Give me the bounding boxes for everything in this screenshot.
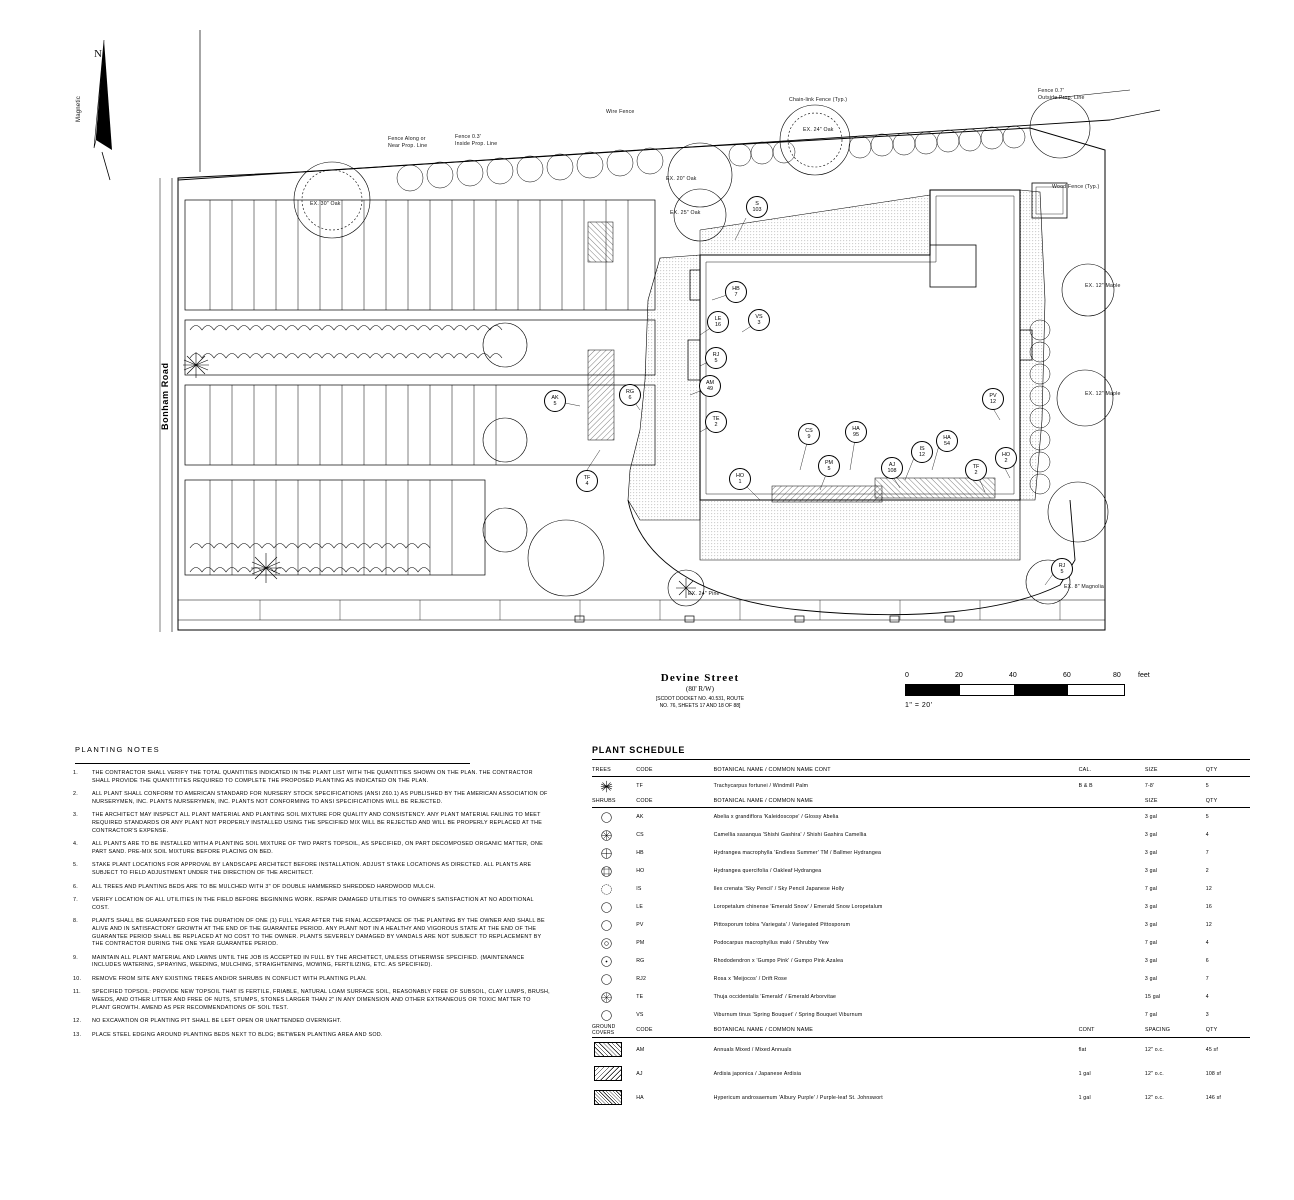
callout-qty: 2: [714, 422, 718, 429]
row-qty: 6: [1205, 958, 1209, 964]
schedule-row-hb: [592, 844, 1250, 862]
row-size: 7 gal: [1144, 886, 1158, 892]
row-code: HO: [636, 868, 645, 874]
schedule-group-header-shrubs: [592, 795, 1250, 808]
scale-tick-0: 0: [905, 672, 909, 679]
row-size: 7 gal: [1144, 1012, 1158, 1018]
row-qty: 108 sf: [1205, 1070, 1222, 1077]
plant-schedule-table: [592, 764, 1250, 1110]
row-name: Thuja occidentalis 'Emerald' / Emerald Arborvitae: [713, 994, 837, 1000]
street-docket: [SCDOT DOCKET NO. 40.531, ROUTE NO. 76, SHEETS 17 AND 18 OF 88]: [655, 696, 745, 709]
callout-pm-5[interactable]: [818, 455, 840, 477]
callout-code: AM: [705, 380, 715, 386]
note-number: 11.: [73, 989, 81, 996]
callout-code: VS: [755, 314, 763, 320]
row-qty: 45 sf: [1205, 1046, 1218, 1053]
schedule-group-header-trees: [592, 764, 1250, 777]
row-qty: 5: [1205, 783, 1209, 789]
callout-code: TF: [972, 464, 980, 470]
schedule-row-tf: [592, 777, 1250, 796]
planting-notes-block: [70, 745, 550, 1045]
row-name: Podocarpus macrophyllus maki / Shrubby Yew: [713, 940, 829, 946]
row-name: Hypericum androsaemum 'Albury Purple' / Purple-leaf St. Johnswort: [713, 1094, 883, 1101]
group-label-ground-covers: GROUND COVERS: [592, 1024, 636, 1038]
callout-hb-7[interactable]: [725, 281, 747, 303]
symbol-palm-icon: [592, 777, 636, 796]
callout-pv-12[interactable]: [982, 388, 1004, 410]
header-size: SIZE: [1145, 795, 1206, 808]
row-cal: [1079, 952, 1145, 970]
note-text: ALL TREES AND PLANTING BEDS ARE TO BE MULCHED WITH 3" OF DOUBLE HAMMERED SHREDDED HARDWOOD MULCH.: [92, 883, 436, 890]
symbol-cell: [592, 952, 636, 970]
scale-equation: 1" = 20': [905, 702, 933, 709]
callout-ho-2[interactable]: [995, 447, 1017, 469]
row-code: CS: [636, 832, 644, 838]
row-name: Rhododendron x 'Gumpo Pink' / Gumpo Pink Azalea: [713, 958, 844, 964]
palm-icon: [600, 780, 613, 793]
scale-tick-40: 40: [1009, 672, 1017, 679]
callout-code: LE: [714, 316, 722, 322]
callout-code: AJ: [888, 462, 896, 468]
row-spacing: 12" o.c.: [1144, 1094, 1164, 1101]
callout-code: HA: [852, 426, 860, 432]
row-qty: 7: [1205, 976, 1209, 982]
row-cal: [1079, 862, 1145, 880]
row-qty: 16: [1205, 904, 1212, 910]
note-item: [70, 841, 550, 856]
callout-tf-4[interactable]: [576, 470, 598, 492]
header-spacing: SPACING: [1145, 1024, 1206, 1038]
row-qty: 4: [1205, 940, 1209, 946]
note-number: 5.: [73, 862, 78, 869]
schedule-row-am: [592, 1038, 1250, 1062]
schedule-row-is: [592, 880, 1250, 898]
row-name: Viburnum tinus 'Spring Bouquet' / Spring Bouquet Viburnum: [713, 1012, 863, 1018]
schedule-underline: [592, 759, 1250, 760]
row-name: Rosa x 'Meijocos' / Drift Rose: [713, 976, 788, 982]
spoke-circle-icon: [600, 991, 613, 1004]
note-text: ALL PLANT SHALL CONFORM TO AMERICAN STANDARD FOR NURSERY STOCK SPECIFICATIONS (ANSI Z60.1) AS PUBLISHED BY THE AMERICAN ASSOCIATION OF NURSERYMEN, INC. PLANTS NURSERYMEN, INC. PLANTS NOT CONFORMING TO ANSI SPECIFICATIONS WILL BE REJECTED.: [92, 791, 548, 805]
symbol-cell: [592, 808, 636, 827]
row-code: RG: [636, 958, 645, 964]
grid-circle-icon: [600, 865, 613, 878]
callout-code: TE: [712, 416, 720, 422]
annotation-ex-8-magnolia: EX. 8" Magnolia: [1064, 584, 1105, 590]
note-item: [70, 862, 550, 877]
callout-tf-2[interactable]: [965, 459, 987, 481]
annotation-wire-fence: Wire Fence: [606, 109, 635, 115]
callout-ho-1[interactable]: [729, 468, 751, 490]
note-number: 7.: [73, 897, 78, 904]
callout-qty: 1: [738, 479, 742, 486]
row-code: HA: [636, 1094, 644, 1101]
header-qty: QTY: [1206, 795, 1250, 808]
row-code: HB: [636, 850, 644, 856]
callout-qty: 54: [944, 441, 950, 448]
note-item: [70, 884, 550, 892]
row-name: Hydrangea macrophylla 'Endless Summer' TM / Ballmer Hydrangea: [713, 850, 882, 856]
scale-unit: feet: [1138, 672, 1150, 679]
row-name: Camellia sasanqua 'Shishi Gashira' / Shishi Gashira Camellia: [713, 832, 867, 838]
row-cal: [1079, 988, 1145, 1006]
schedule-row-vs: [592, 1006, 1250, 1024]
row-qty: 4: [1205, 832, 1209, 838]
header-size: SIZE: [1145, 764, 1206, 777]
row-spacing: 12" o.c.: [1144, 1070, 1164, 1077]
callout-ak-5[interactable]: [544, 390, 566, 412]
callout-code: HA: [943, 435, 951, 441]
callout-code: HO: [735, 473, 745, 479]
note-text: STAKE PLANT LOCATIONS FOR APPROVAL BY LANDSCAPE ARCHITECT BEFORE INSTALLATION. ADJUST STAKE LOCATIONS AS DIRECTED. ALL PLANTS ARE SUBJECT TO FIELD ADJUSTMENT UNDER THE DIRECTION OF THE ARCHITECT.: [92, 862, 532, 876]
callout-code: PM: [824, 460, 834, 466]
row-size: 3 gal: [1144, 904, 1158, 910]
annotation-ex-24-oak: EX. 24" Oak: [803, 127, 834, 133]
symbol-cell: [592, 1062, 636, 1086]
note-item: [70, 812, 550, 835]
header-name: BOTANICAL NAME / COMMON NAME: [714, 1024, 1079, 1038]
callout-rg-6[interactable]: [619, 384, 641, 406]
north-arrow: [76, 30, 142, 195]
row-code: TF: [636, 783, 643, 789]
note-item: [70, 976, 550, 984]
row-code: PM: [636, 940, 645, 946]
header-name: BOTANICAL NAME / COMMON NAME: [714, 795, 1079, 808]
callout-le-16[interactable]: [707, 311, 729, 333]
annotation-wood-fence: Wood Fence (Typ.): [1052, 184, 1100, 190]
note-text: THE CONTRACTOR SHALL VERIFY THE TOTAL QUANTITIES INDICATED IN THE PLANT LIST WITH THE QUANTITIES SHOWN ON THE PLAN. THE CONTRACTOR SHALL PROVIDE THE QUANTITITES REQUIRED TO COMPLETE THE PROPOSED PLANTING AS INDICATED ON THE PLAN.: [92, 770, 533, 784]
row-cal: [1079, 970, 1145, 988]
row-name: Ardisia japonica / Japanese Ardisia: [713, 1070, 802, 1077]
note-number: 8.: [73, 918, 78, 925]
callout-aj-108[interactable]: [881, 457, 903, 479]
callout-am-49[interactable]: [699, 375, 721, 397]
callout-code: RJ: [1058, 563, 1066, 569]
plant-schedule-title: PLANT SCHEDULE: [592, 745, 686, 755]
note-text: ALL PLANTS ARE TO BE INSTALLED WITH A PLANTING SOIL MIXTURE OF TWO PARTS TOPSOIL, AS SPECIFIED, ON PART DECOMPOSED ORGANIC MATTER, ONE PART SAND. PRE-MIX SOIL MIXTURE BEFORE PLACING ON BED.: [92, 841, 543, 855]
note-number: 2.: [73, 791, 78, 798]
scale-tick-80: 80: [1113, 672, 1121, 679]
row-cal: [1079, 880, 1145, 898]
circle-icon: [600, 919, 613, 932]
schedule-row-le: [592, 898, 1250, 916]
callout-code: HB: [732, 286, 740, 292]
note-number: 9.: [73, 954, 78, 961]
header-cal: CAL.: [1079, 764, 1145, 777]
street-name: Devine Street: [660, 672, 740, 684]
north-letter: N: [94, 48, 103, 60]
symbol-cell: [592, 898, 636, 916]
row-code: AJ: [636, 1070, 643, 1077]
header-qty: QTY: [1206, 1024, 1250, 1038]
callout-qty: 2: [1004, 458, 1008, 465]
symbol-cell: [592, 880, 636, 898]
callout-s-103[interactable]: [746, 196, 768, 218]
symbol-cell: [592, 934, 636, 952]
callout-qty: 12: [919, 452, 925, 459]
callout-qty: 6: [628, 395, 632, 402]
annotation-fence-along-near-prop-line: Fence Along or Near Prop. Line: [388, 136, 428, 149]
callout-qty: 2: [974, 470, 978, 477]
schedule-row-cs: [592, 826, 1250, 844]
row-size: 3 gal: [1144, 814, 1158, 820]
row-code: PV: [636, 922, 644, 928]
annotation-ex-25-oak: EX. 25" Oak: [670, 210, 701, 216]
row-qty: 146 sf: [1205, 1094, 1222, 1101]
header-code: CODE: [636, 764, 713, 777]
row-size: 3 gal: [1144, 958, 1158, 964]
note-item: [70, 1018, 550, 1026]
symbol-cell: [592, 1038, 636, 1062]
small-dot-circle-icon: [600, 937, 613, 950]
note-text: MAINTAIN ALL PLANT MATERIAL AND LAWNS UNTIL THE JOB IS ACCEPTED IN FULL BY THE ARCHITECT, UNLESS OTHERWISE SPECIFIED. (MAINTENANCE INCLUDES WATERING, SPRAYING, WEEDING, MULCHING, STRAIGHTENING, MOWING, FERTILIZING, ETC. AS SPECIFIED).: [92, 954, 525, 969]
callout-qty: 4: [585, 481, 589, 488]
note-text: REMOVE FROM SITE ANY EXISTING TREES AND/OR SHRUBS IN CONFLICT WITH PLANTING PLAN.: [92, 975, 367, 982]
note-text: PLANTS SHALL BE GUARANTEED FOR THE DURATION OF ONE (1) FULL YEAR AFTER THE FINAL ACCEPTANCE OF THE PLANTING BY THE OWNER AND SHALL BE ALIVE AND IN SATISFACTORY GROWTH AT THE END OF THE GUARANTEE PERIOD. ANY PLANT NOT IN A HEALTHY AND VIGOROUS STATE AT THE END OF THE GUARANTEE PERIOD SHALL BE REPLACED AT NO COST TO THE OWNER. PLANTS SEVERELY DAMAGED BY VANDALS ARE NOT SUBJECT TO REPLACEMENT BY THE CONTRACTOR DURING THE ONE YEAR GUARANTEE PERIOD.: [92, 918, 545, 948]
annotation-ex-12-maple-2: EX. 12" Maple: [1085, 391, 1121, 397]
header-code: CODE: [636, 1024, 713, 1038]
row-name: Loropetalum chinense 'Emerald Snow' / Emerald Snow Loropetalum: [713, 904, 883, 910]
callout-code: AK: [551, 395, 559, 401]
note-number: 4.: [73, 841, 78, 848]
row-qty: 4: [1205, 994, 1209, 1000]
row-cont: flat: [1078, 1046, 1087, 1053]
ardisia-hatch-swatch: [594, 1066, 622, 1081]
note-item: [70, 955, 550, 970]
callout-qty: 5: [553, 401, 557, 408]
plant-schedule-block: [592, 745, 1252, 1110]
row-cal: [1079, 844, 1145, 862]
annuals-hatch-swatch: [594, 1042, 622, 1057]
row-name: Hydrangea quercifolia / Oakleaf Hydrangea: [713, 868, 822, 874]
callout-ha-54[interactable]: [936, 430, 958, 452]
callout-code: PV: [989, 393, 997, 399]
callout-qty: 16: [715, 322, 721, 329]
notes-underline: [75, 763, 470, 764]
header-cont: CONT: [1079, 1024, 1145, 1038]
annotation-chain-link-fence: Chain-link Fence (Typ.): [789, 97, 848, 103]
row-qty: 12: [1205, 922, 1212, 928]
schedule-row-te: [592, 988, 1250, 1006]
callout-qty: 5: [827, 466, 831, 473]
schedule-row-ho: [592, 862, 1250, 880]
symbol-cell: [592, 988, 636, 1006]
row-cal: [1079, 934, 1145, 952]
note-number: 12.: [73, 1018, 82, 1025]
row-size: 3 gal: [1144, 868, 1158, 874]
circle-icon: [600, 973, 613, 986]
row-cal: [1079, 916, 1145, 934]
schedule-group-header-ground-covers: [592, 1024, 1250, 1038]
annotation-ex-12-maple: EX. 12" Maple: [1085, 283, 1121, 289]
circle-icon: [600, 1009, 613, 1022]
schedule-row-aj: [592, 1062, 1250, 1086]
note-item: [70, 791, 550, 806]
row-code: IS: [636, 886, 642, 892]
callout-qty: 103: [752, 207, 762, 214]
note-number: 3.: [73, 812, 78, 819]
note-number: 6.: [73, 883, 78, 890]
callout-code: RG: [625, 389, 635, 395]
row-code: AK: [636, 814, 644, 820]
row-size: 3 gal: [1144, 976, 1158, 982]
row-code: RJ2: [636, 976, 647, 982]
note-text: SPECIFIED TOPSOIL: PROVIDE NEW TOPSOIL THAT IS FERTILE, FRIABLE, NATURAL LOAM SURFACE SOIL, REASONABLY FREE OF SUBSOIL, CLAY LUMPS, BRUSH, WEEDS, AND OTHER LITTER AND FREE OF NUTS, STUMPS, STONES LARGER THAN 2" IN ANY DIMENSION AND OTHER EXTRANEOUS OR TOXIC MATTER TO PLANT GROWTH. AMEND AS PER RECOMMENDATIONS OF SOIL TEST.: [92, 989, 550, 1011]
group-label-shrubs: SHRUBS: [592, 795, 636, 808]
callout-is-12[interactable]: [911, 441, 933, 463]
scale-bar-graphic: [905, 684, 1125, 696]
note-item: [70, 989, 550, 1012]
annotation-ex-30-oak: EX. 30" Oak: [310, 201, 341, 207]
street-row: (80' R/W): [686, 685, 714, 693]
schedule-row-rg: [592, 952, 1250, 970]
row-code: TE: [636, 994, 644, 1000]
schedule-row-pm: [592, 934, 1250, 952]
planting-notes-title: PLANTING NOTES: [75, 745, 161, 754]
callout-cs-9[interactable]: [798, 423, 820, 445]
row-cont: 1 gal: [1078, 1070, 1091, 1077]
dot-circle-icon: [600, 883, 613, 896]
bonham-road-label: Bonham Road: [160, 362, 170, 430]
note-item: [70, 897, 550, 912]
group-label-trees: TREES: [592, 764, 636, 777]
row-size: 7-8': [1144, 783, 1155, 789]
circle-icon: [600, 811, 613, 824]
schedule-row-ak: [592, 808, 1250, 827]
row-qty: 5: [1205, 814, 1209, 820]
magnetic-label: Magnetic: [76, 96, 82, 122]
row-code: AM: [636, 1046, 645, 1053]
note-item: [70, 918, 550, 948]
symbol-cell: [592, 826, 636, 844]
annotation-fence-03-inside-prop-line: Fence 0.3' Inside Prop. Line: [455, 134, 498, 147]
note-number: 10.: [73, 975, 82, 982]
row-qty: 3: [1205, 1012, 1209, 1018]
symbol-cell: [592, 844, 636, 862]
scale-tick-20: 20: [955, 672, 963, 679]
row-qty: 12: [1205, 886, 1212, 892]
schedule-row-ha: [592, 1086, 1250, 1110]
row-cal: [1079, 826, 1145, 844]
callout-ha-95[interactable]: [845, 421, 867, 443]
row-qty: 7: [1205, 850, 1209, 856]
row-name: Trachycarpus fortunei / Windmill Palm: [713, 783, 809, 789]
center-dot-icon: [600, 955, 613, 968]
planting-notes-list: [70, 770, 550, 1039]
circle-icon: [600, 901, 613, 914]
note-text: PLACE STEEL EDGING AROUND PLANTING BEDS NEXT TO BLDG; BETWEEN PLANTING AREA AND SOD.: [92, 1031, 383, 1038]
symbol-cell: [592, 862, 636, 880]
cross-circle-icon: [600, 847, 613, 860]
row-code: VS: [636, 1012, 644, 1018]
annotation-ex-20-oak: EX. 20" Oak: [666, 176, 697, 182]
callout-qty: 12: [990, 399, 996, 406]
note-number: 1.: [73, 770, 78, 776]
note-text: NO EXCAVATION OR PLANTING PIT SHALL BE LEFT OPEN OR UNATTENDED OVERNIGHT.: [92, 1018, 342, 1025]
annotation-ex-24-pine: EX. 24" Pine: [688, 591, 720, 597]
note-item: [70, 770, 550, 785]
note-number: 13.: [73, 1031, 82, 1038]
row-spacing: 12" o.c.: [1144, 1046, 1164, 1053]
symbol-cell: [592, 916, 636, 934]
symbol-cell: [592, 1086, 636, 1110]
callout-qty: 7: [734, 292, 738, 299]
note-text: THE ARCHITECT MAY INSPECT ALL PLANT MATERIAL AND PLANTING SOIL MIXTURE FOR QUALITY AND CONSISTENCY. ANY PLANT MATERIAL FAILING TO MEET REQUIRED STANDARDS OR ANY PLANT NOT PROPERLY INSTALLED USING THE SPECIFIED MIX WILL BE REJECTED AND WILL BE PROPERLY REPLACED AT THE CONTRACTOR'S EXPENSE.: [92, 812, 543, 834]
callout-code: S: [755, 201, 759, 207]
row-name: Abelia x grandiflora 'Kaleidoscope' / Glossy Abelia: [713, 814, 839, 820]
callout-rj-5[interactable]: [705, 347, 727, 369]
row-cont: 1 gal: [1078, 1094, 1091, 1101]
row-size: 3 gal: [1144, 922, 1158, 928]
callout-code: RJ: [712, 352, 720, 358]
header-cal: [1079, 795, 1145, 808]
callout-rj-5-right[interactable]: [1051, 558, 1073, 580]
callout-vs-3[interactable]: [748, 309, 770, 331]
row-name: Pittosporum tobira 'Variegata' / Variegated Pittosporum: [713, 922, 851, 928]
row-qty: 2: [1205, 868, 1209, 874]
row-size: 3 gal: [1144, 832, 1158, 838]
callout-code: CS: [805, 428, 813, 434]
header-name: BOTANICAL NAME / COMMON NAME CONT: [714, 764, 1079, 777]
star-circle-icon: [600, 829, 613, 842]
callout-code: IS: [919, 446, 925, 452]
row-cal: [1079, 808, 1145, 827]
scale-tick-60: 60: [1063, 672, 1071, 679]
callout-qty: 5: [714, 358, 718, 365]
symbol-cell: [592, 1006, 636, 1024]
row-size: 7 gal: [1144, 940, 1158, 946]
callout-te-2[interactable]: [705, 411, 727, 433]
row-cal: B & B: [1078, 783, 1093, 789]
callout-code: TF: [583, 475, 591, 481]
callout-qty: 5: [1060, 569, 1064, 576]
header-code: CODE: [636, 795, 713, 808]
row-name: Annuals Mixed / Mixed Annuals: [713, 1046, 792, 1053]
schedule-row-pv: [592, 916, 1250, 934]
graphic-scale: [905, 672, 1150, 709]
annotation-fence-07-outside-prop-line: Fence 0.7' Outside Prop. Line: [1038, 88, 1085, 101]
row-cal: [1079, 898, 1145, 916]
note-text: VERIFY LOCATION OF ALL UTILITIES IN THE FIELD BEFORE BEGINNING WORK. REPAIR DAMAGED UTILITIES TO OWNER'S SATISFACTION AT NO ADDITIONAL COST.: [92, 897, 534, 911]
header-qty: QTY: [1206, 764, 1250, 777]
row-size: 15 gal: [1144, 994, 1161, 1000]
callout-qty: 108: [887, 468, 897, 475]
callout-qty: 49: [707, 386, 713, 393]
callout-qty: 3: [757, 320, 761, 327]
callout-code: HO: [1001, 452, 1011, 458]
callout-qty: 95: [853, 432, 859, 439]
schedule-row-rj2: [592, 970, 1250, 988]
street-title-block: [600, 672, 800, 710]
row-code: LE: [636, 904, 643, 910]
note-item: [70, 1032, 550, 1040]
symbol-cell: [592, 970, 636, 988]
row-name: Ilex crenata 'Sky Pencil' / Sky Pencil Japanese Holly: [713, 886, 845, 892]
scale-tick-labels: [905, 672, 1150, 682]
hypericum-hatch-swatch: [594, 1090, 622, 1105]
row-cal: [1079, 1006, 1145, 1024]
callout-qty: 9: [807, 434, 811, 441]
row-size: 3 gal: [1144, 850, 1158, 856]
